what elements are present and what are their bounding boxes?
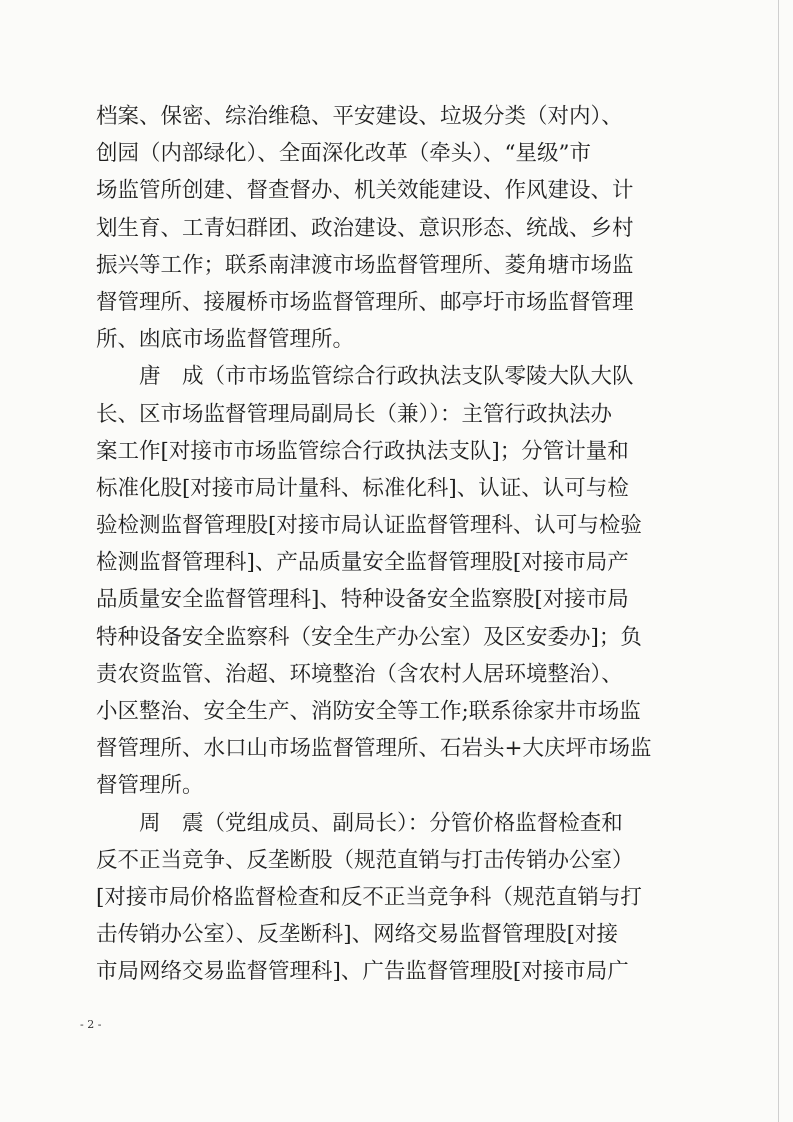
- text-line: 长、区市场监督管理局副局长（兼））：主管行政执法办: [96, 401, 613, 427]
- text-line: 划生育、工青妇群团、政治建设、意识形态、统战、乡村: [96, 215, 634, 241]
- text-line: 反不正当竞争、反垄断股（规范直销与打击传销办公室）: [96, 847, 634, 873]
- text-line: 场监管所创建、督查督办、机关效能建设、作风建设、计: [96, 178, 634, 204]
- document-body: [96, 98, 656, 991]
- text-line: 创园（内部绿化）、全面深化改革（牵头）、“星级”市: [96, 141, 591, 167]
- text-line: 检测监督管理科]、产品质量安全监督管理股[对接市局产: [96, 550, 629, 576]
- text-line: 击传销办公室）、反垄断科]、网络交易监督管理股[对接: [96, 922, 619, 948]
- paragraph-start-zhou-zhen: 周 震（党组成员、副局长）：分管价格监督检查和: [139, 810, 623, 836]
- text-line: 督管理所。: [96, 773, 204, 799]
- text-line: 振兴等工作；联系南津渡市场监督管理所、菱角塘市场监: [96, 252, 634, 278]
- text-line: 督管理所、接履桥市场监督管理所、邮亭圩市场监督管理: [96, 289, 634, 315]
- text-line: 市局网络交易监督管理科]、广告监督管理股[对接市局广: [96, 959, 629, 985]
- text-line: 档案、保密、综治维稳、平安建设、垃圾分类（对内）、: [96, 104, 623, 129]
- text-line: [对接市局价格监督检查和反不正当竞争科（规范直销与打: [96, 884, 642, 910]
- text-line: 验检测监督管理股[对接市局认证监督管理科、认可与检验: [96, 513, 642, 539]
- text-line: 案工作[对接市市场监管综合行政执法支队]；分管计量和: [96, 438, 629, 464]
- page-edge-line: [778, 0, 779, 1122]
- paragraph-start-tang-cheng: 唐 成（市市场监管综合行政执法支队零陵大队大队: [139, 364, 634, 390]
- text-line: 特种设备安全监察科（安全生产办公室）及区安委办]；负: [96, 624, 642, 650]
- text-line: 督管理所、水口山市场监督管理所、石岩头+大庆坪市场监: [96, 736, 652, 762]
- text-line: 责农资监管、治超、环境整治（含农村人居环境整治）、: [96, 661, 623, 687]
- text-line: 小区整治、安全生产、消防安全等工作;联系徐家井市场监: [96, 699, 641, 724]
- page-number: - 2 -: [80, 1018, 102, 1031]
- text-line: 所、凼底市场监督管理所。: [96, 327, 355, 353]
- text-line: 标准化股[对接市局计量科、标准化科]、认证、认可与检: [96, 475, 629, 501]
- text-line: 品质量安全监督管理科]、特种设备安全监察股[对接市局: [96, 587, 629, 613]
